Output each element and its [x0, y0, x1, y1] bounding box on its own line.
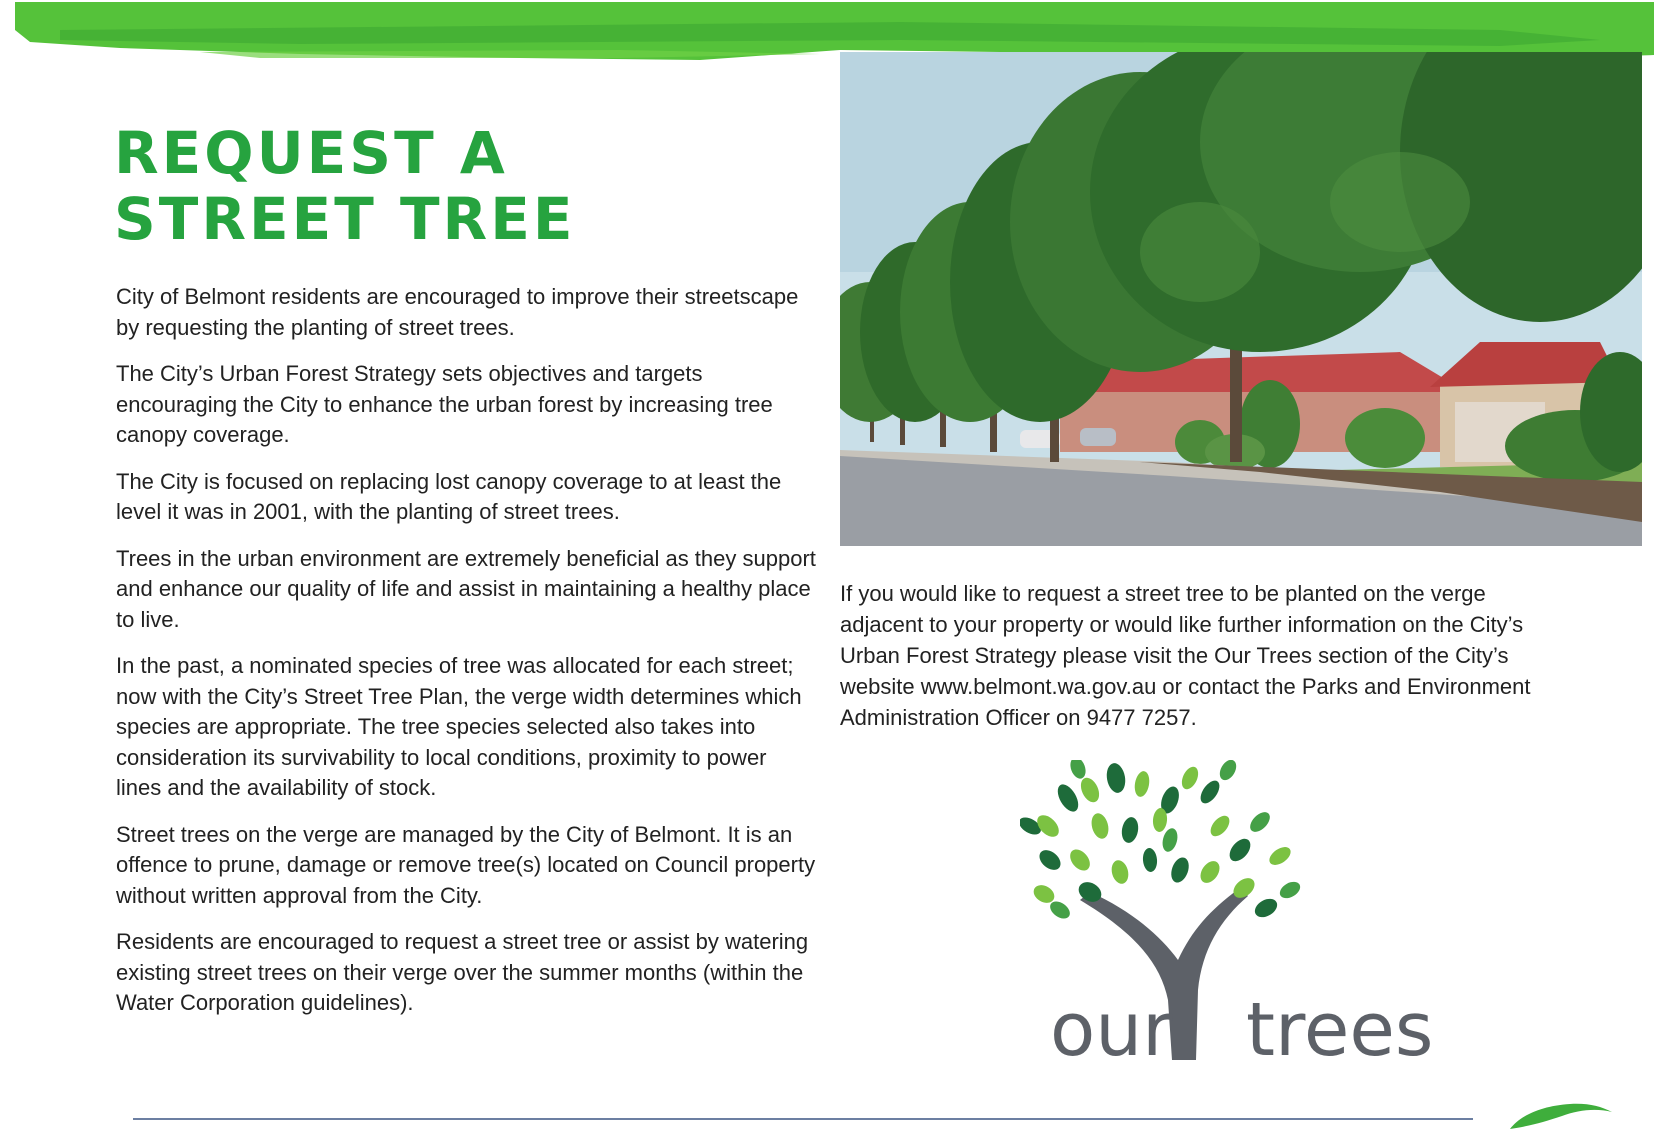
contact-paragraph: If you would like to request a street tree to be planted on the verge adjacent to your property or would like further information on the City’s Urban Forest Strategy please visit the Our Trees section of the City’s website www.belmont.wa.gov.au or contact the Parks and Environment Administration Officer on 9477 7257.	[840, 581, 1531, 730]
paragraph-urban-forest-strategy: The City’s Urban Forest Strategy sets objectives and targets encouraging the City to enhance the urban forest by increasing tree canopy coverage.	[116, 361, 773, 447]
city-of-belmont-corner-mark	[1500, 1098, 1620, 1129]
paragraph-intro: City of Belmont residents are encouraged to improve their streetscape by requesting the planting of street trees.	[116, 284, 799, 340]
street-trees-photo	[840, 52, 1642, 546]
right-column-body	[840, 578, 1555, 733]
paragraph-canopy-coverage: The City is focused on replacing lost canopy coverage to at least the level it was in 2001, with the planting of street trees.	[116, 468, 782, 524]
paragraph-benefits: Trees in the urban environment are extremely beneficial as they support and enhance our quality of life and assist in maintaining a healthy place to live.	[116, 545, 816, 632]
our-trees-logo-text	[1050, 985, 1440, 1075]
left-column-body	[116, 282, 816, 1035]
logo-word-trees: trees	[1246, 987, 1434, 1073]
logo-word-our: our	[1050, 987, 1173, 1073]
page-title-line-2: STREET TREE	[114, 185, 576, 253]
paragraph-watering: Residents are encouraged to request a street tree or assist by watering existing street trees on their verge over the summer months (within the Water Corporation guidelines).	[116, 929, 809, 1015]
footer-divider	[133, 1118, 1473, 1120]
paragraph-species-selection: In the past, a nominated species of tree was allocated for each street; now with the City’s Street Tree Plan, the verge width determines which species are appropriate. The tree species selected also takes into consideration its survivability to local conditions, proximity to power lines and the availability of stock.	[116, 653, 802, 800]
page-title-line-1: REQUEST A	[114, 119, 508, 187]
page-title	[114, 120, 575, 252]
paragraph-management: Street trees on the verge are managed by the City of Belmont. It is an offence to prune, damage or remove tree(s) located on Council property without written approval from the City.	[116, 821, 816, 908]
